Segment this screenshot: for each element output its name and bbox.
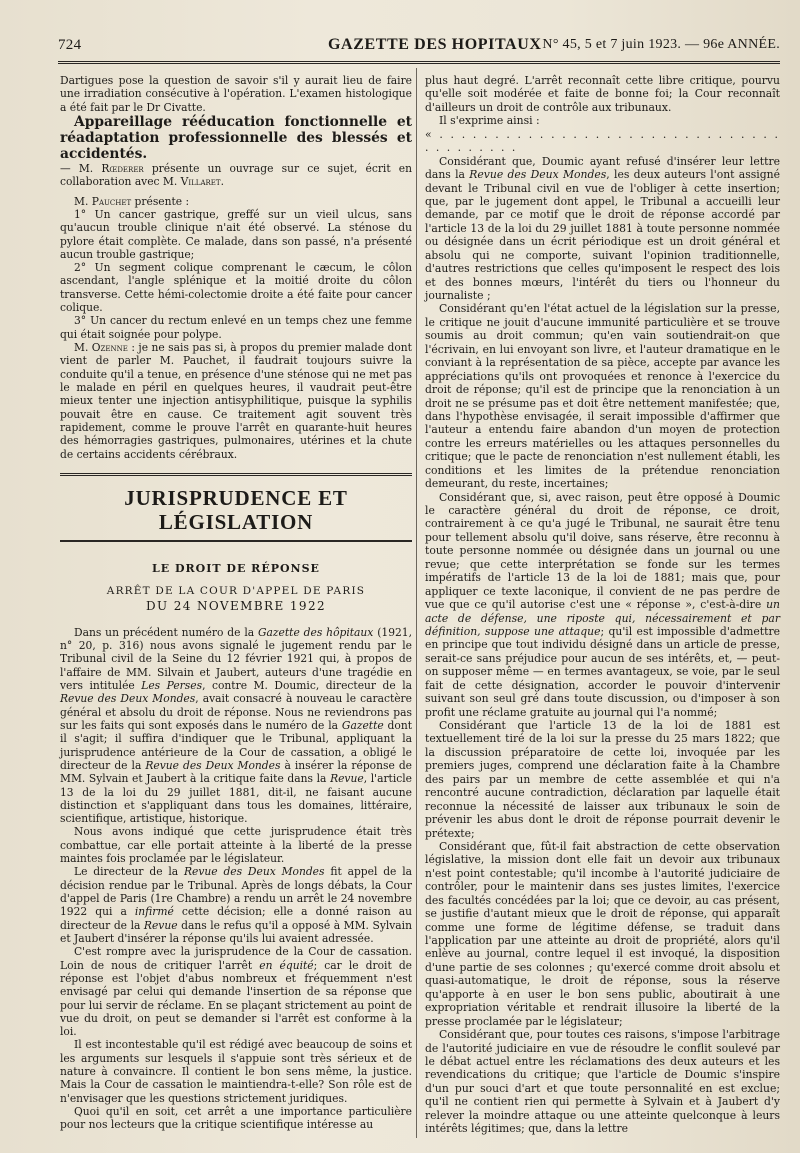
paragraph [60, 626, 412, 826]
session-heading [60, 114, 412, 162]
italic-text: un acte de défense, une riposte qui, nécessairement et par définition, suppose une attaque [425, 598, 780, 638]
text: , avait consacré à nouveau le caractère général et absolu du droit de réponse. Nous ne reviendrons pas sur les faits qui sont exposés dans le numéro de la [60, 692, 412, 732]
italic-text: Les Perses [141, 679, 203, 692]
paragraph: Il est incontestable qu'il est rédigé avec beaucoup de soins et les arguments sur lesquels il s'appuie sont très sérieux et de nature à convaincre. Il contient le bon sens même, la justice. Mais la Cour de cassation le maintiendra-t-elle? Son rôle est de n'envisager que les questions strictement juridiques. [60, 1038, 412, 1105]
section-rule [60, 473, 412, 476]
section-title: JURISPRUDENCE ET LÉGISLATION [124, 485, 348, 534]
speaker-name: Pauchet [91, 194, 132, 208]
text: C'est rompre avec la jurisprudence de la Cour de cassation. Loin de nous de critiquer l'arrêt [60, 945, 412, 972]
italic-text: Revue [143, 918, 178, 932]
text: à insérer la réponse de MM. Sylvain et Jaubert à la critique faite dans la [60, 758, 412, 786]
ozenne-remark [60, 341, 412, 461]
heading-continuation [60, 162, 412, 189]
heading-rest: présente un ouvrage sur ce sujet, écrit en collaboration avec M. [60, 161, 412, 189]
header-rule [58, 61, 780, 64]
paragraph: Considérant qu'en l'état actuel de la législation sur la presse, le critique ne jouit d'aucune immunité particulière et se trouve soumis au droit commun; qu'en vain soutiendrait-on que l'écrivain, en lui envoyant son livre, et l'auteur dramatique en le conviant à la représentation de sa pièce, accepte par avance les appréciations qu'ils ont provoquées et renonce à l'exercice du droit de réponse; qu'il est de principe que la renonciation à un droit ne se présume pas et doit être nettement manifestée; que, dans l'hypothèse envisagée, il serait impossible d'affirmer que l'auteur a entendu faire abandon d'un moyen de protection contre les erreurs matérielles ou les attaques personnelles du critique; que le pacte de renonciation n'est nullement établi, les conditions et les limites de la prétendue renonciation demeurant, du reste, incertaines; [425, 302, 780, 491]
paragraph: Il s'exprime ainsi : [439, 114, 540, 128]
paragraph [425, 491, 780, 719]
italic-text: en équité [259, 958, 314, 972]
right-column [425, 74, 780, 1136]
paragraph: Considérant que, fût-il fait abstraction de cette observation législative, la mission dont elle fait un devoir aux tribunaux n'est point contestable; qu'il incombe à l'autorité judiciaire de contrôler, pour le maintenir dans ses justes limites, l'exercice des facultés concédées par la loi; que ce devoir, au cas présent, se justifie d'autant mieux que le droit de réponse, qui apparaît comme une forme de légitime défense, se traduit dans l'application par une atteinte au droit de propriété, alors qu'il enlève au journal, contre lequel il est invoqué, la disposition d'une partie de ses colonnes ; qu'exercé comme droit absolu et quasi-automatique, le droit de réponse, sous la réserve qu'apporte à en user le bon sens public, aboutirait à une expropriation véritable et rendrait illusoire la liberté de la presse proclamée par le législateur; [425, 839, 780, 1028]
text: ; car le droit de réponse est l'objet d'abus nombreux et fréquemment n'est envisagé par celui qui demande l'insertion de sa réponse que pour lui servir de réclame. En se plaçant strictement au point de vue du droit, on peut se demander si l'arrêt est conforme à la loi. [60, 958, 412, 1039]
heading-end: . [220, 175, 224, 189]
section-rule-single [60, 540, 412, 542]
text: (1921, n° 20, p. 316) nous avons signalé le jugement rendu par le Tribunal civil de la Seine du 12 février 1921 qui, à propos de l'affaire de MM. Silvain et Jaubert, auteurs d'une tragédie en vers intitulée [60, 625, 412, 692]
text: M. [74, 341, 92, 354]
coauthor-name: Villaret [180, 175, 221, 189]
italic-text: Revue des Deux Mondes [145, 758, 281, 772]
text: présente : [131, 194, 190, 208]
text: cette décision; elle a donné raison au directeur de la [60, 905, 413, 932]
article-subtitle: ARRÊT DE LA COUR D'APPEL DE PARIS [106, 585, 366, 598]
text: Considérant que, si, avec raison, peut être opposé à Doumic le caractère général du droit de réponse, ce droit, contrairement à ce qu'a jugé le Tribunal, ne saurait être tenu pour tellement absolu qu'il doive, sans réserve, être reconnu à toute personne nommée ou désignée dans un journal ou une revue; que cette interprétation se fonde sur les termes impératifs de l'article 13 de la loi de 1881; mais que, pour appliquer ce texte laconique, il convient de ne pas perdre de vue que ce qu'il autorise c'est une « réponse », c'est-à-dire [425, 490, 780, 612]
paragraph: Considérant que, pour toutes ces raisons, s'impose l'arbitrage de l'autorité judiciaire en vue de résoudre le conflit soulevé par le débat actuel entre les réclamations des deux auteurs et les revendications du critique; que l'article de Doumic s'inspire d'un pur souci d'art et que toute personnalité en est exclue; qu'il ne contient rien qui permette à Sylvain et à Jaubert d'y relever la moindre attaque ou une atteinte quelconque à leurs intérêts légitimes; que, dans la lettre [425, 1028, 780, 1136]
list-item: 3° Un cancer du rectum enlevé en un temps chez une femme qui était soignée pour polype. [60, 314, 412, 341]
ellipsis-line: « . . . . . . . . . . . . . . . . . . . . . . . . . . . . . . . . . . . . . . . . [425, 127, 780, 155]
paragraph [425, 155, 780, 303]
text: Considérant que, Doumic ayant refusé d'insérer leur lettre dans la [425, 154, 780, 182]
text: , les deux auteurs l'ont assigné devant le Tribunal civil en vue de l'obliger à cette insertion; que, par le jugement dont appel, le Tribunal a accueilli leur demande, par ce motif que le droit de réponse accordé par l'article 13 de la loi du 29 juillet 1881 à toute personne nommée ou désignée dans un écrit périodique est un droit général et absolu qui ne comporte, suivant l'opinion traditionnelle, d'autres restrictions que celles qu'imposent le respect des lois et des bonnes mœurs, l'intérêt du tiers ou l'honneur du journaliste ; [425, 168, 780, 302]
paragraph: plus haut degré. L'arrêt reconnaît cette libre critique, pourvu qu'elle soit modérée et faite de bonne foi; la Cour reconnaît d'ailleurs un droit de contrôle aux tribunaux. [425, 74, 780, 114]
text: , l'article 13 de la loi du 29 juillet 1881, dit-il, ne faisant aucune distinction et s'appliquant dans tous les domaines, littéraire, scientifique, artistique, historique. [60, 772, 413, 826]
left-column [60, 74, 412, 1132]
text: ; qu'il est impossible d'admettre en principe que tout individu désigné dans un article de presse, serait-ce sans préjudice pour aucun de ses intérêts, et, — peut-on supposer même — en termes avantageux, se voie, par le seul fait de cette désignation, accorder le pouvoir d'intervenir suivant son seul gré dans toute discussion, ou d'imposer à son profit une réclame gratuite au journal qui l'a nommé; [425, 624, 780, 719]
author-name: Rœderer [101, 161, 144, 175]
text: Dans un précédent numéro de la [74, 625, 258, 639]
italic-text: Revue des Deux Mondes [60, 692, 196, 706]
text: Le directeur de la [74, 865, 184, 879]
text: fit appel de la décision rendue par le Tribunal. Après de longs débats, la Cour d'appel de Paris (1re Chambre) a rendu un arrêt le 24 novembre 1922 qui a [60, 865, 412, 919]
paragraph: Nous avons indiqué que cette jurisprudence était très combattue, car elle portait atteinte à la liberté de la presse maintes fois proclamée par le législateur. [60, 825, 412, 866]
text: M. [74, 194, 92, 208]
issue-info: N° 45, 5 et 7 juin 1923. — 96e ANNÉE. [542, 37, 780, 52]
list-item: 1° Un cancer gastrique, greffé sur un vieil ulcus, sans qu'aucun trouble clinique n'ait été observé. La sténose du pylore était complète. Ce malade, dans son passé, n'a présenté aucun trouble gastrique; [60, 207, 412, 261]
column-divider [416, 68, 417, 1138]
paragraph: Dartigues pose la question de savoir s'il y aurait lieu de faire une irradiation consécutive à l'opération. L'examen histologique a été fait par le Dr Civatte. [60, 74, 412, 114]
article-date: DU 24 NOVEMBRE 1922 [145, 599, 327, 614]
text: dont il s'agit; il suffira d'indiquer que le Tribunal, appliquant la jurisprudence antérieure de la Cour de cassation, a obligé le directeur de la [60, 718, 413, 772]
italic-text: Revue [330, 772, 364, 786]
italic-text: Revue des Deux Mondes [469, 168, 607, 182]
text: dans le refus qu'il a opposé à MM. Sylvain et Jaubert d'insérer la réponse qu'ils lui avaient adressée. [60, 918, 412, 945]
speaker-name: Ozenne [91, 341, 128, 354]
heading-dash: — M. [60, 161, 102, 175]
paragraph: Quoi qu'il en soit, cet arrêt a une importance particulière pour nos lecteurs que la critique scientifique intéresse au [60, 1105, 412, 1132]
italic-text: Revue des Deux Mondes [184, 865, 325, 879]
italic-text: infirmé [134, 905, 174, 919]
article-title: LE DROIT DE RÉPONSE [152, 561, 320, 575]
page-number: 724 [58, 37, 82, 53]
pauchet-intro [60, 195, 412, 208]
journal-title: GAZETTE DES HOPITAUX [328, 36, 542, 53]
paragraph [60, 865, 412, 945]
text: : je ne sais pas si, à propos du premier malade dont vient de parler M. Pauchet, il faudrait toujours suivre la conduite qu'il a tenue, en présence d'une sténose qui ne met pas le malade en péril en quelques heures, il vaudrait peut-être mieux tenter une injection antisyphilitique, puisque la syphilis pouvait être en cause. Ce traitement agit souvent très rapidement, comme le prouve l'arrêt en quarante-huit heures des hémorragies gastriques, pulmonaires, utérines et la chute de certains accidents cérébraux. [60, 341, 412, 461]
paragraph [60, 945, 412, 1038]
text: , contre M. Doumic, directeur de la [202, 679, 412, 692]
paragraph: Considérant que l'article 13 de la loi de 1881 est textuellement tiré de la loi sur la presse du 25 mars 1822; que la discussion préparatoire de cette loi, invoquée par les premiers juges, comprend une déclaration faite à la Chambre des pairs par un membre de cette assemblée et qui n'a rencontré aucune contradiction, déclaration par laquelle était reconnue la nécessité de laisser aux tribunaux le soin de prévenir les abus dont le droit de réponse pourrait devenir le prétexte; [425, 719, 780, 840]
italic-text: Gazette [341, 718, 384, 732]
list-item: 2° Un segment colique comprenant le cæcum, le côlon ascendant, l'angle splénique et la moitié droite du côlon transverse. Cette hémi-colectomie droite a été faite pour cancer colique. [60, 261, 412, 315]
italic-text: Gazette des hôpitaux [258, 625, 374, 639]
page-header [58, 34, 780, 56]
heading-title: Appareillage rééducation fonctionnelle et réadaptation professionnelle des blessés et accidentés. [60, 113, 412, 162]
